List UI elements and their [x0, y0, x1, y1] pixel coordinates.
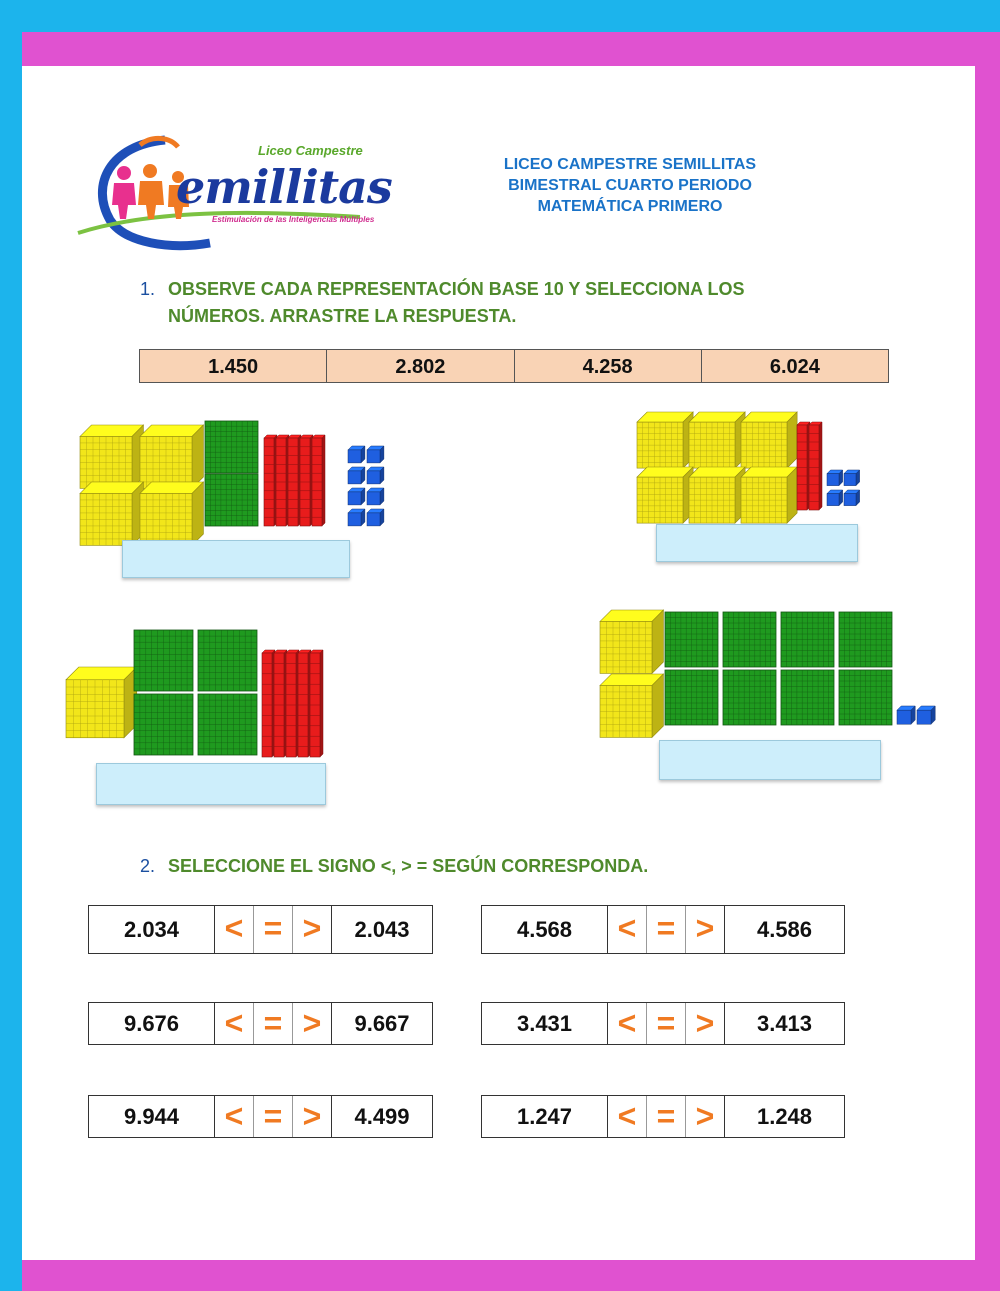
left-number: 1.247 [482, 1096, 608, 1137]
hundred-flat [134, 694, 193, 755]
ten-rod [264, 435, 277, 526]
less-than-option[interactable]: < [224, 910, 244, 946]
equals-option[interactable]: = [253, 1096, 293, 1137]
greater-than-option[interactable]: > [302, 1005, 322, 1041]
comparison-row [88, 1002, 433, 1045]
left-number: 4.568 [482, 906, 608, 953]
equals-option[interactable]: = [646, 906, 686, 953]
greater-than-option[interactable]: > [695, 1098, 715, 1134]
thousand-cube [689, 467, 745, 523]
logo-tagline: Estimulación de las Inteligencias Múltiples [212, 215, 375, 224]
right-number: 3.413 [724, 1003, 844, 1044]
greater-than-option[interactable]: > [695, 910, 715, 946]
hundred-flat [839, 670, 892, 725]
right-number: 1.248 [724, 1096, 844, 1137]
comparison-row [481, 905, 845, 954]
thousand-cube [637, 412, 693, 468]
left-number: 3.431 [482, 1003, 608, 1044]
hundred-flat [723, 670, 776, 725]
ten-rod [809, 422, 822, 510]
hundred-flat [198, 630, 257, 691]
header-line-1: LICEO CAMPESTRE SEMILLITAS [503, 156, 757, 173]
question-2 [140, 856, 648, 877]
hundred-flat [839, 612, 892, 667]
bottom-border [22, 1260, 1000, 1291]
thousand-cube [66, 667, 137, 738]
less-than-option[interactable]: < [224, 1005, 244, 1041]
equals-option[interactable]: = [253, 906, 293, 953]
top-border-pink [0, 32, 1000, 66]
drop-zone-3[interactable] [96, 763, 326, 805]
ten-rod [797, 422, 810, 510]
ten-rod [276, 435, 289, 526]
unit-cube [367, 488, 384, 505]
question-1-line-2: NÚMEROS. ARRASTRE LA RESPUESTA. [168, 306, 517, 326]
answer-option[interactable]: 2.802 [327, 350, 514, 382]
unit-cube [367, 446, 384, 463]
left-number: 9.944 [89, 1096, 215, 1137]
question-1-line-1: OBSERVE CADA REPRESENTACIÓN BASE 10 Y SELECCIONA LOS [168, 279, 745, 299]
greater-than-option[interactable]: > [695, 1005, 715, 1041]
left-number: 2.034 [89, 906, 215, 953]
drop-zone-2[interactable] [656, 524, 858, 562]
equals-option[interactable]: = [253, 1003, 293, 1044]
less-than-option[interactable]: < [617, 1005, 637, 1041]
equals-option[interactable]: = [646, 1003, 686, 1044]
left-number: 9.676 [89, 1003, 215, 1044]
less-than-option[interactable]: < [224, 1098, 244, 1134]
question-1-number: 1. [140, 279, 156, 299]
comparison-row [481, 1095, 845, 1138]
question-1 [140, 276, 860, 330]
unit-cube [348, 509, 365, 526]
hundred-flat [205, 421, 258, 473]
logo-small-text: Liceo Campestre [258, 143, 363, 158]
drop-zone-4[interactable] [659, 740, 881, 780]
unit-cube [827, 470, 843, 486]
right-number: 9.667 [331, 1003, 432, 1044]
thousand-cube [140, 482, 203, 545]
ten-rod [262, 650, 275, 757]
thousand-cube [80, 482, 143, 545]
ten-rod [300, 435, 313, 526]
thousand-cube [741, 412, 797, 468]
ten-rod [312, 435, 325, 526]
unit-cube [917, 706, 935, 724]
ten-rod [310, 650, 323, 757]
left-border [0, 32, 22, 1291]
thousand-cube [600, 610, 663, 673]
comparison-row [88, 905, 433, 954]
less-than-option[interactable]: < [617, 910, 637, 946]
comparison-row [88, 1095, 433, 1138]
hundred-flat [723, 612, 776, 667]
ten-rod [298, 650, 311, 757]
top-border-blue [0, 0, 1000, 32]
thousand-cube [689, 412, 745, 468]
answer-bank [139, 349, 889, 383]
thousand-cube [741, 467, 797, 523]
answer-option[interactable]: 4.258 [515, 350, 702, 382]
unit-cube [348, 467, 365, 484]
drop-zone-1[interactable] [122, 540, 350, 578]
right-number: 4.499 [331, 1096, 432, 1137]
thousand-cube [80, 425, 143, 488]
ten-rod [288, 435, 301, 526]
right-number: 2.043 [331, 906, 432, 953]
thousand-cube [637, 467, 693, 523]
header-line-3: MATEMÁTICA PRIMERO [537, 198, 723, 215]
unit-cube [844, 470, 860, 486]
header-line-2: BIMESTRAL CUARTO PERIODO [508, 177, 752, 194]
hundred-flat [198, 694, 257, 755]
hundred-flat [205, 474, 258, 526]
ten-rod [274, 650, 287, 757]
unit-cube [348, 446, 365, 463]
logo-main-text: emillitas [176, 160, 392, 214]
unit-cube [897, 706, 915, 724]
thousand-cube [600, 674, 663, 737]
comparison-row [481, 1002, 845, 1045]
answer-option[interactable]: 6.024 [769, 356, 820, 378]
less-than-option[interactable]: < [617, 1098, 637, 1134]
question-2-text: SELECCIONE EL SIGNO <, > = SEGÚN CORRESPONDA. [168, 856, 649, 876]
question-2-number: 2. [140, 856, 156, 876]
unit-cube [367, 467, 384, 484]
thousand-cube [140, 425, 203, 488]
hundred-flat [781, 670, 834, 725]
equals-option[interactable]: = [646, 1096, 686, 1137]
unit-cube [348, 488, 365, 505]
ten-rod [286, 650, 299, 757]
unit-cube [827, 490, 843, 506]
unit-cube [367, 509, 384, 526]
hundred-flat [781, 612, 834, 667]
right-number: 4.586 [724, 906, 844, 953]
hundred-flat [665, 670, 718, 725]
right-border [975, 66, 1000, 1291]
answer-option[interactable]: 1.450 [140, 350, 327, 382]
school-header [470, 154, 790, 217]
unit-cube [844, 490, 860, 506]
greater-than-option[interactable]: > [302, 910, 322, 946]
hundred-flat [134, 630, 193, 691]
hundred-flat [665, 612, 718, 667]
greater-than-option[interactable]: > [302, 1098, 322, 1134]
